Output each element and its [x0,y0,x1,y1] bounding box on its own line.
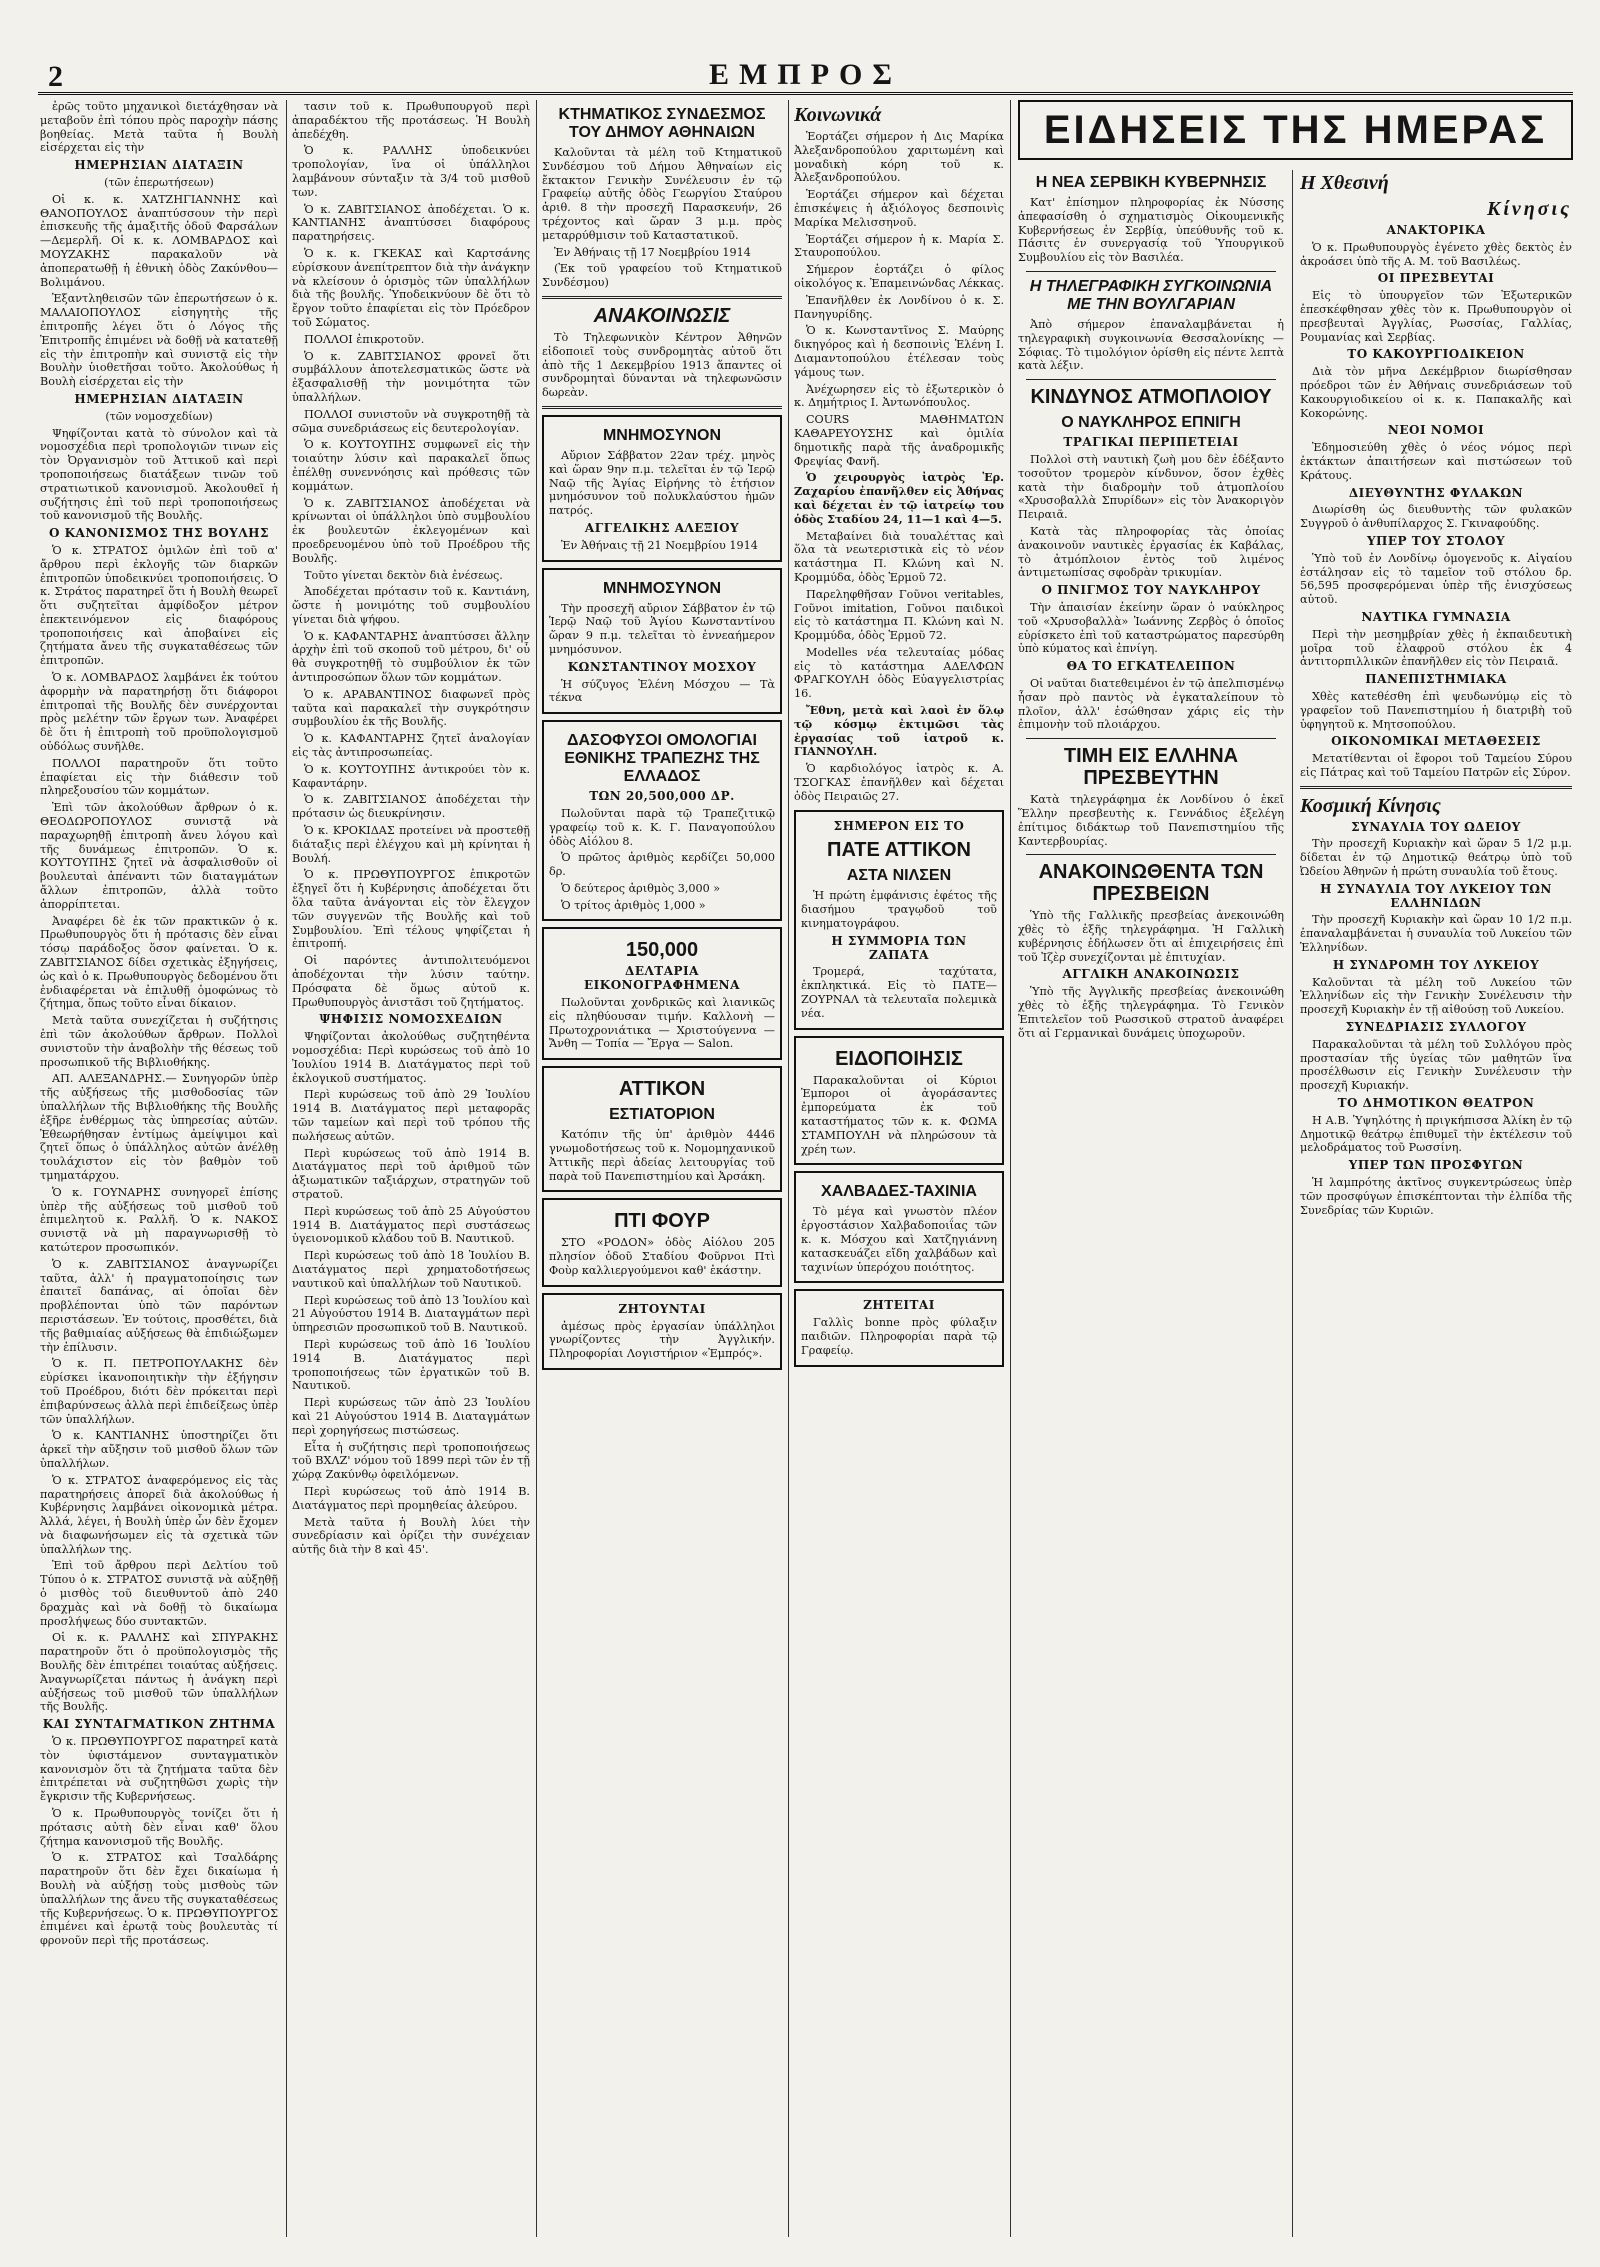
paragraph: Ἐπὶ τοῦ ἄρθρου περὶ Δελτίου τοῦ Τύπου ὁ κ. ΣΤΡΑΤΟΣ συνιστᾷ νὰ αὐξηθῇ ὁ μισθὸς τοῦ διευθυντοῦ ἀπὸ 240 δραχμὰς καὶ νὰ δοθῇ τὸ δικαίωμα προσλήψεως δύο συντακτῶν. [40,1559,278,1628]
bank-bonds-ad [542,720,782,921]
column-rule [286,100,287,2237]
bakery-ad [542,1198,782,1286]
paragraph: Οἱ κ. κ. ΡΑΛΛΗΣ καὶ ΣΠΥΡΑΚΗΣ παρατηροῦν ὅτι ὁ προϋπολογισμὸς τῆς Βουλῆς δὲν ἐπιτρέπει τοιαύτας αὐξήσεις. Ἀναγνωρίζεται πάντως ἡ ἀνάγκη περὶ αὐξήσεως τοῦ μισθοῦ τῶν ὑπαλλήλων τῆς Βουλῆς. [40,1631,278,1714]
paragraph: Ψηφίζονται κατὰ τὸ σύνολον καὶ τὰ νομοσχέδια περὶ τροπολογιῶν τινων εἰς τὸν Ὀργανισμὸν τοῦ Ἀττικοῦ καὶ περὶ τροποποιήσεως διατάξεων τινῶν τοῦ στρατιωτικοῦ κανονισμοῦ. Ἀκολουθεῖ ἡ συζήτησις ἐπὶ τοῦ περὶ τροποποιήσεως τοῦ κανονισμοῦ τῆς Βουλῆς. [40,426,278,523]
paragraph: Τὴν προσεχῆ Κυριακὴν καὶ ὥραν 10 1/2 π.μ. ἐπαναλαμβάνεται ἡ συναυλία τοῦ Λυκείου τῶν Ἑλληνίδων. [1300,913,1572,955]
item-heading: ΝΕΟΙ ΝΟΜΟΙ [1387,423,1485,438]
item-heading: ΣΥΝΑΥΛΙΑ ΤΟΥ ΩΔΕΙΟΥ [1351,819,1521,834]
paragraph: Ὁ κ. ΛΟΜΒΑΡΔΟΣ λαμβάνει ἐκ τούτου ἀφορμὴν νὰ παρατηρήσῃ ὅτι διάφοροι ἐπιτροπαὶ τῆς Βουλῆς δὲν συνέρχονται πρὸς μελέτην τῶν ἔργων των. Ἀναφέρει δὲ ὅτι ἡ ἐπιτροπὴ τοῦ προϋπολογισμοῦ οὐδόλως συνῆλθε. [40,671,278,754]
paragraph: τασιν τοῦ κ. Πρωθυπουργοῦ περὶ ἀπαραδέκτου τῆς προτάσεως. Ἡ Βουλὴ ἀπεδέχθη. [292,100,530,141]
paragraph: Ἡ λαμπρότης ἀκτῖνος συγκεντρώσεως ὑπὲρ τῶν προσφύγων ἐπισκέπτονται τὴν ἐλπίδα τῆς Συνεδρίας τῶν Κυριῶν. [1300,1176,1572,1217]
paragraph: ΣΤΟ «ΡΟΔΟΝ» ὁδὸς Αἰόλου 205 πλησίον ὁδοῦ Σταδίου Φοῦρνοι Πτὶ Φοὺρ καλλιεργούμενοι καθ' ἑκάστην. [549,1236,775,1278]
paragraph: Ὁ κ. ΠΡΩΘΥΠΟΥΡΓΟΣ ἐπικροτῶν ἐξηγεῖ ὅτι ἡ Κυβέρνησις ἀποδέχεται ὅτι ὅλα ταῦτα ἀνάγονται εἰς τὸν ἔλεγχον τῶν συγγενῶν τῆς Βουλῆς καὶ τοῦ Συμβουλίου. Ἐπὶ τέλους ψηφίζεται ἡ ἐπιτροπή. [292,868,530,951]
wanted-ad [794,1289,1004,1366]
paragraph: Τοῦτο γίνεται δεκτὸν διὰ ἐνέσεως. [304,568,503,582]
paragraph: Ὁ κ. ΑΡΑΒΑΝΤΙΝΟΣ διαφωνεῖ πρὸς ταῦτα καὶ παρακαλεῖ τὴν συγκρότησιν συμβουλίου ἐκ τῆς Βουλῆς. [292,687,530,729]
advertisement-title: ΕΙΔΟΠΟΙΗΣΙΣ [835,1047,963,1070]
paragraph: Ἐξαντληθεισῶν τῶν ἐπερωτήσεων ὁ κ. ΜΑΛΑΙΟΠΟΥΛΟΣ εἰσηγητὴς τῆς ἐπιτροπῆς λέγει ὅτι ὁ Λόγος τῆς Ἐπιτροπῆς ἐπιμένει νὰ δοθῇ νὰ κατατεθῇ εἰς τὴν ἐπιτροπὴν καὶ συνιστᾷ εἰς τὴν Βουλὴν ὑιοθετῆσαι τοῦτο. Ἀκολούθως ἡ Βουλὴ εἰσέρχεται εἰς τὴν [40,292,278,389]
halva-ad [794,1171,1004,1283]
page-number: 2 [48,60,63,93]
item-heading: ΣΥΝΕΔΡΙΑΣΙΣ ΣΥΛΛΟΓΟΥ [1345,1020,1527,1035]
paragraph: Τὴν προσεχῆ Κυριακὴν καὶ ὥραν 5 1/2 μ.μ. δίδεται ἐν τῷ Δημοτικῷ θεάτρῳ ὑπὸ τοῦ Ὠδείου Ἀθηνῶν ἡ πρώτη συναυλία τοῦ ἔτους. [1300,837,1572,879]
price-row: Ὁ τρίτος ἀριθμὸς 1,000 » [561,898,706,912]
paragraph: Ὑπὸ τοῦ ἐν Λονδίνῳ ὁμογενοῦς κ. Αἰγαίου ἐστάλησαν εἰς τὸ ταμεῖον τοῦ στόλου δρ. 56,595 προσφερόμεναι ὑπὲρ τῆς ἐνισχύσεως αὐτοῦ. [1300,551,1572,607]
section-heading: Κίνησις [1486,198,1572,220]
news-subheadline: ΘΑ ΤΟ ΕΓΚΑΤΕΛΕΙΠΟΝ [1066,659,1236,674]
paragraph: Περὶ κυρώσεως τοῦ ἀπὸ 1914 Β. Διατάγματος περὶ τοῦ ἀριθμοῦ τῶν ἀξιωματικῶν ταξιάρχων, στρατηγῶν τοῦ στρατοῦ. [292,1146,530,1201]
paragraph: ἐρῶς τοῦτο μηχανικοὶ διετάχθησαν νὰ μεταβοῦν ἐπὶ τόπου πρὸς παροχὴν πάσης βοηθείας. Μετὰ ταῦτα ἡ Βουλὴ εἰσέρχεται εἰς τὴν [40,100,278,155]
item-heading: Η ΣΥΝΑΥΛΙΑ ΤΟΥ ΛΥΚΕΙΟΥ ΤΩΝ ΕΛΛΗΝΙΔΩΝ [1320,881,1552,910]
advertisement-title: ΚΤΗΜΑΤΙΚΟΣ ΣΥΝΔΕΣΜΟΣ ΤΟΥ ΔΗΜΟΥ ΑΘΗΝΑΙΩΝ [558,106,766,141]
section-heading: Κοινωνικά [794,104,882,126]
paragraph: Ὁ κ. ΚΟΥΤΟΥΠΗΣ συμφωνεῖ εἰς τὴν τοιαύτην λύσιν καὶ παρακαλεῖ ὅπως ἐπέλθῃ συνεννόησις καὶ πρόθεσις τῶν κομμάτων. [292,438,530,493]
paragraph: Κατ' ἐπίσημον πληροφορίας ἐκ Νύσσης ἀπεφασίσθη ὁ σχηματισμὸς Οἰκουμενικῆς Κυβερνήσεως ἐν Σερβίᾳ, ὑπεύθυνῆς τοῦ κ. Πάσιτς ἐν συνεργασίᾳ τοῦ Ὑπουργικοῦ Συμβουλίου εἰς τὸν Βασιλέα. [1018,196,1284,265]
paragraph: Περὶ κυρώσεως τοῦ ἀπὸ 16 Ἰουλίου 1914 Β. Διατάγματος περὶ τροποποιήσεως τῶν ἐργατικῶν τοῦ Β. Ναυτικοῦ. [292,1337,530,1393]
divider [1026,854,1276,855]
paragraph: Ἐν Ἀθήναις τῇ 17 Νοεμβρίου 1914 [554,245,751,259]
paragraph: Τὸ Τηλεφωνικὸν Κέντρον Ἀθηνῶν εἰδοποιεῖ τοὺς συνδρομητὰς αὐτοῦ ὅτι ἀπὸ τῆς 1 Δεκεμβρίου 1913 ἅπαντες οἱ συνδρομηταὶ δύνανται νὰ τηλεφωνῶσιν δωρεὰν. [542,330,782,400]
section-heading: ΗΜΕΡΗΣΙΑΝ ΔΙΑΤΑΞΙΝ [74,158,244,173]
news-subheadline: ΑΓΓΛΙΚΗ ΑΝΑΚΟΙΝΩΣΙΣ [1062,967,1240,982]
section-heading: Κοσμική Κίνησις [1300,794,1441,817]
paragraph: Σήμερον ἑορτάζει ὁ φίλος οἰκολόγος κ. Ἐπαμεινώνδας Λέκκας. [794,263,1004,290]
item-heading: ΔΙΕΥΘΥΝΤΗΣ ΦΥΛΑΚΩΝ [1348,485,1524,500]
paragraph: Παρακαλοῦνται τὰ μέλη τοῦ Συλλόγου πρὸς προστασίαν τῆς ὑγείας τῶν μαθητῶν ἵνα προσέλθωσιν εἰς Γενικὴν Συνέλευσιν τὴν προσεχῆ Κυριακήν. [1300,1037,1572,1093]
paragraph: Τὴν προσεχῆ αὔριον Σάββατον ἐν τῷ Ἱερῷ Ναῷ τοῦ Ἁγίου Κωνσταντίνου ὥραν 9 π.μ. τελεῖται τὸ ἐννεαήμερον μνημόσυνον. [549,601,775,656]
paragraph: Ὁ κ. ΖΑΒΙΤΣΙΑΝΟΣ ἀποδέχεται. Ὁ κ. ΚΑΝΤΙΑΝΗΣ ἀναπτύσσει διαφόρους παρατηρήσεις. [292,202,530,244]
paragraph: Περὶ κυρώσεως τοῦ ἀπὸ 18 Ἰουλίου Β. Διατάγματος περὶ χρηματοδοτήσεως ναυτικοῦ καὶ ὑπαλλήλων τοῦ Ναυτικοῦ. [292,1249,530,1290]
paragraph: Ὁ κ. Π. ΠΕΤΡΟΠΟΥΛΑΚΗΣ δὲν εὑρίσκει ἱκανοποιητικὴν τὴν ἐξήγησιν τοῦ Προέδρου, διότι δὲν πρόκειται περὶ ἐπιβαρύνσεως ἀλλὰ περὶ ἐπιδείξεως ὑπὲρ τῶν ὑπαλλήλων. [40,1357,278,1426]
postcards-ad [542,927,782,1060]
item-heading: ΥΠΕΡ ΤΩΝ ΠΡΟΣΦΥΓΩΝ [1348,1158,1524,1173]
film-title: Η ΣΥΜΜΟΡΙΑ ΤΩΝ ΖΑΠΑΤΑ [831,933,967,962]
paragraph: Κατὰ τὰς πληροφορίας τὰς ὁποίας ἀνακοινοῦν ναυτικὲς ἐργασίας ἐκ Καβάλας, τὸ ἀτμόπλοιον ἐντὸς τοῦ λιμένος ἀντιμετωπίσας σφοδρὰν τρικυμίαν. [1018,524,1284,580]
column-parliament [40,100,278,2237]
paragraph: Καλοῦνται τὰ μέλη τοῦ Κτηματικοῦ Συνδέσμου τοῦ Δήμου Ἀθηναίων εἰς ἔκτακτον Γενικὴν Συνέλευσιν ἐν τῷ Γραφείῳ αὐτῆς ὁδὸς Γεωργίου Σταύρου ἀριθ. 8 τὴν προσεχῆ Παρασκευήν, 26 τρέχοντος καὶ ὥραν 3 μ.μ. πρὸς μεταρρύθμισιν τοῦ Καταστατικοῦ. [542,146,782,242]
memorial-name: ΚΩΝΣΤΑΝΤΙΝΟΥ ΜΟΣΧΟΥ [567,659,757,674]
paragraph: Ὁ κ. ΖΑΒΙΤΣΙΑΝΟΣ ἀποδέχεται τὴν πρότασιν ὡς διευκρίνησιν. [292,793,530,821]
advertisement-amount: ΤΩΝ 20,500,000 ΔΡ. [589,789,735,804]
paragraph: Χθὲς κατεθέσθη ἐπὶ ψευδωνύμῳ εἰς τὸ γραφεῖον τοῦ Πανεπιστημίου ἡ διατριβὴ τοῦ ὑφηγητοῦ κ. Μητσοπούλου. [1300,689,1572,731]
column-announcements [542,100,782,2237]
advertisement-subtitle: ΕΣΤΙΑΤΟΡΙΟΝ [609,1106,715,1124]
paragraph: Ὁ χειρουργὸς ἰατρὸς Ἐρ. Ζαχαρίου ἐπανῆλθεν εἰς Ἀθήνας καὶ δέχεται ἐν τῷ ἰατρείῳ του ὁδὸς Σταδίου 24, 11—1 καὶ 4—5. [794,470,1004,526]
divider [1300,786,1572,789]
paragraph: Αὔριον Σάββατον 22αν τρέχ. μηνὸς καὶ ὥραν 9ην π.μ. τελεῖται ἐν τῷ Ἱερῷ Ναῷ τῆς Ἁγίας Εἰρήνης τὸ ἐτήσιον μνημόσυνον τοῦ πολυκλαύστου ἡμῶν πατρός. [549,448,775,518]
paragraph: Ἐπὶ τῶν ἀκολούθων ἄρθρων ὁ κ. ΘΕΟΔΩΡΟΠΟΥΛΟΣ συνιστᾷ νὰ παραχωρηθῇ ἐπιτροπὴ ἄνευ λόγου καὶ τῆς δυνάμεως ἐπιτροπῶν. Ὁ κ. ΚΟΥΤΟΥΠΗΣ ζητεῖ νὰ ἀσφαλισθοῦν οἱ βουλευταὶ ἀπέναντι τῶν διαταγμάτων ἄλλων ἐπιτροπῶν, ἀλλὰ τοῦτο ἀπορρίπτεται. [40,801,278,911]
paragraph: Ἀναφέρει δὲ ἐκ τῶν πρακτικῶν ὁ κ. Πρωθυπουργὸς ὅτι ἡ πρότασις δὲν εἶναι τόσῳ παράδοξος ὅσον φαίνεται. Ὁ κ. ΖΑΒΙΤΣΙΑΝΟΣ δίδει σχετικὰς ἐξηγήσεις, ὡς καὶ ὁ κ. Πρωθυπουργὸς δεδομένου ὅτι ἐνδιαφέρεται νὰ ἐπιλυθῇ ὁμοφώνως τὸ ζήτημα, ὅπως τοῦτο εἶναι δίκαιον. [40,914,278,1011]
news-subheadline: ΤΡΑΓΙΚΑΙ ΠΕΡΙΠΕΤΕΙΑΙ [1063,435,1239,450]
paragraph: ΠΟΛΛΟΙ παρατηροῦν ὅτι τοῦτο ἐπαφίεται εἰς τὴν διάθεσιν τοῦ πληρεξουσίου τῶν κομμάτων. [40,756,278,798]
paragraph: Ἑορτάζει σήμερον καὶ δέχεται ἐπισκέψεις ἡ ἀξιόλογος δεσποινὶς Μαρίκα Μελισσηνοῦ. [794,188,1004,229]
paragraph: ΠΟΛΛΟΙ ἐπικροτοῦν. [304,332,425,346]
memorial-title: ΜΝΗΜΟΣΥΝΟΝ [602,426,722,444]
masthead [38,58,1573,95]
section-heading: ΚΑΙ ΣΥΝΤΑΓΜΑΤΙΚΟΝ ΖΗΤΗΜΑ [42,1717,276,1732]
memorial-title: ΜΝΗΜΟΣΥΝΟΝ [602,579,722,597]
paragraph: Ὁ κ. ΚΑΦΑΝΤΑΡΗΣ ζητεῖ ἀναλογίαν εἰς τὰς ἀντιπροσωπείας. [292,732,530,760]
paragraph: Ἀνέχωρησεν εἰς τὸ ἐξωτερικὸν ὁ κ. Δημήτριος Ι. Ἀντωνόπουλος. [794,382,1004,410]
memorial-name: ΑΓΓΕΛΙΚΗΣ ΑΛΕΞΙΟΥ [584,520,740,535]
paragraph: Πολλοὶ στὴ ναυτικὴ ζωὴ μου δὲν ἐδέξαντο τοσοῦτον τρομερὸν κίνδυνον, ὅσον ἐχθὲς κατὰ τὴν διαδρομὴν τοῦ ἀτμοπλοίου «Χρυσοβαλλὰ Σπυρίδων» εἰς τὸν Ἀνακοριγὸν Πειραιᾶ. [1018,452,1284,522]
paragraph: Ἡ πρώτη ἐμφάνισις ἐφέτος τῆς διασήμου τραγῳδοῦ τοῦ κινηματογράφου. [801,889,997,931]
paragraph: Ἐδημοσιεύθη χθὲς ὁ νέος νόμος περὶ ἐκτάκτων ἀπαιτήσεων καὶ πιστώσεων τοῦ Κράτους. [1300,441,1572,482]
advertisement-title: ΧΑΛΒΑΔΕΣ-ΤΑΧΙΝΙΑ [821,1183,977,1201]
paragraph: Περὶ κυρώσεως τοῦ ἀπὸ 29 Ἰουλίου 1914 Β. Διατάγματος περὶ μεταφορᾶς τῶν ταμείων καὶ περὶ τοῦ τρόπου τῆς πωλήσεως αὐτῶν. [292,1088,530,1143]
paragraph: Περὶ κυρώσεως τοῦ ἀπὸ 25 Αὐγούστου 1914 Β. Διατάγματος περὶ συστάσεως ὑγειονομικοῦ κλάδου τοῦ Β. Ναυτικοῦ. [292,1204,530,1246]
paragraph: Περὶ τὴν μεσημβρίαν χθὲς ἡ ἐκπαιδευτικὴ μοῖρα τοῦ ἐλαφροῦ στόλου ἐκ 4 ἀντιτορπιλλικῶν ἐπανῆλθεν εἰς τὸν Πειραιᾶ. [1300,627,1572,669]
column-parliament-continued [292,100,530,2237]
paragraph: Διὰ τὸν μῆνα Δεκέμβριον διωρίσθησαν πρόεδροι τῶν ἐν Ἀθήναις συνεδριάσεων τοῦ Κακουργιοδικείου οἱ κ. κ. Παπακαλῆς καὶ Κοκορώνης. [1300,365,1572,420]
divider [1026,271,1276,272]
cinema-title: ΠΑΤΕ ΑΤΤΙΚΟΝ [827,839,971,862]
paragraph: Τὸ μέγα καὶ γνωστὸν πλέον ἐργοστάσιον Χαλβαδοποιΐας τῶν κ. κ. Μόσχου καὶ Χατζηγιάννη κατασκευάζει εἴδη χαλβάδων καὶ ταχινίων ὑπερόχου ποιότητος. [801,1205,997,1274]
paragraph: Τὴν ἀπαισίαν ἐκείνην ὥραν ὁ ναύκληρος τοῦ «Χρυσοβαλλὰ» Ἰωάννης Ζερβὸς ὁ ὁποῖος εὑρίσκετο ἐπὶ τοῦ καταστρώματος παρεσύρθη ὑπὸ κύματος καὶ ἐπνίγη. [1018,600,1284,656]
paragraph: Κατὰ τηλεγράφημα ἐκ Λονδίνου ὁ ἐκεῖ Ἕλλην πρεσβευτὴς κ. Γεννάδιος ἐξελέγη ἐπίτιμος διδάκτωρ τοῦ Πανεπιστημίου τῆς Καντερβουρίας. [1018,793,1284,848]
paragraph: Περὶ κυρώσεως τοῦ ἀπὸ 13 Ἰουλίου καὶ 21 Αὐγούστου 1914 Β. Διαταγμάτων περὶ ὑπηρεσιῶν προσωπικοῦ τοῦ Β. Ναυτικοῦ. [292,1293,530,1335]
paragraph: Ὁ κ. ΚΑΝΤΙΑΝΗΣ ὑποστηρίζει ὅτι ἀρκεῖ τὴν αὔξησιν τοῦ μισθοῦ ὅλων τῶν ὑπαλλήλων. [40,1429,278,1470]
paragraph: Η Α.Β. Ὑψηλότης ἡ πριγκήπισσα Ἀλίκη ἐν τῷ Δημοτικῷ θεάτρῳ ἐπιθυμεῖ τὴν ἐκτέλεσιν τοῦ μελοδράματος τοῦ Ρωσσίνη. [1300,1113,1572,1155]
paragraph: Ὁ κ. ΣΤΡΑΤΟΣ ἀναφερόμενος εἰς τὰς παρατηρήσεις ἀπορεῖ διὰ ἀκολούθως ἡ Κυβέρνησις λαμβάνει οἰκονομικὰ μέτρα. Ἀλλά, λέγει, ἡ Βουλὴ ὑπὲρ ὧν δὲν ἔχομεν νὰ διαφωνήσωμεν εἰς τὰ σχετικὰ τῶν ὑπαλλήλων της. [40,1473,278,1556]
paragraph: COURS ΜΑΘΗΜΑΤΩΝ ΚΑΘΑΡΕΥΟΥΣΗΣ καὶ ὁμιλία δημοτικῆς παρὰ τῆς ἀναδρομικῆς Φρεψίας Φανῆ. [794,413,1004,468]
paragraph: Ἐπανῆλθεν ἐκ Λονδίνου ὁ κ. Σ. Πανηγυρίδης. [794,293,1004,321]
news-headline: ΤΙΜΗ ΕΙΣ ΕΛΛΗΝΑ ΠΡΕΣΒΕΥΤΗΝ [1063,745,1239,790]
news-headline: Η ΤΗΛΕΓΡΑΦΙΚΗ ΣΥΓΚΟΙΝΩΝΙΑ ΜΕ ΤΗΝ ΒΟΥΛΓΑΡΙΑΝ [1029,277,1273,313]
advertisement-title: ΑΤΤΙΚΟΝ [618,1078,706,1101]
advertisement-title: ΖΗΤΟΥΝΤΑΙ [618,1301,706,1316]
paragraph: Ψηφίζονται ἀκολούθως συζητηθέντα νομοσχέδια: Περὶ κυρώσεως τοῦ ἀπὸ 10 Ἰουλίου 1914 Β. Διατάγματος περὶ τοῦ ἐκλογικοῦ συστήματος. [292,1030,530,1085]
cinema-ad [794,810,1004,1030]
advertisement-title: ΠΤΙ ΦΟΥΡ [614,1210,710,1233]
column-news [1018,168,1284,2237]
paragraph: Παρεληφθῆσαν Γοῦνοι veritables, Γοῦνοι imitation, Γοῦνοι παιδικοὶ εἰς τὸ κατάστημα Π. Κλώνη καὶ Ν. Κρομμύδα, ὁδὸς Ἑρμοῦ 72. [794,587,1004,643]
section-heading: ΨΗΦΙΣΙΣ ΝΟΜΟΣΧΕΔΙΩΝ [319,1012,503,1027]
advertisement-title: ΖΗΤΕΙΤΑΙ [863,1298,935,1313]
ad-heading: ΣΗΜΕΡΟΝ ΕΙΣ ΤΟ [833,818,965,833]
paragraph: Ὁ κ. Κωνσταντῖνος Σ. Μαύρης δικηγόρος καὶ ἡ δεσποινὶς Ἑλένη Ι. Διαμαντοπούλου ἐτέλεσαν τοὺς γάμους των. [794,324,1004,379]
paragraph: Ὁ κ. Πρωθυπουργὸς ἐγένετο χθὲς δεκτὸς ἐν ἀκροάσει ὑπὸ τῆς Α. Μ. τοῦ Βασιλέως. [1300,240,1572,268]
divider [1026,379,1276,380]
item-heading: ΟΙ ΠΡΕΣΒΕΥΤΑΙ [1377,271,1495,286]
paragraph: Ἑορτάζει σήμερον ἡ κ. Μαρία Σ. Σταυροπούλου. [794,232,1004,260]
item-heading: ΤΟ ΚΑΚΟΥΡΓΙΟΔΙΚΕΙΟΝ [1347,347,1525,362]
paragraph: Ὁ κ. ΖΑΒΙΤΣΙΑΝΟΣ φρονεῖ ὅτι συμβάλλουν ἀποτελεσματικῶς ὥστε νὰ ἐξασφαλισθῇ τὴν μονιμότητα τῶν ὑπαλλήλων. [292,349,530,404]
paragraph: Ὁ κ. ΠΡΩΘΥΠΟΥΡΓΟΣ παρατηρεῖ κατὰ τὸν ὑφιστάμενον συνταγματικὸν κανονισμὸν ὅτι τὰ ζητήματα ταῦτα δὲν ἐπιτρέπεται νὰ συζητηθῶσι χωρὶς τὴν ἔγκρισιν τῆς Κυβερνήσεως. [40,1735,278,1804]
news-headline: Ο ΝΑΥΚΛΗΡΟΣ ΕΠΝΙΓΗ [1061,414,1241,432]
section-subheading: (τῶν νομοσχεδίων) [105,409,213,423]
paragraph: Ὁ κ. κ. ΓΚΕΚΑΣ καὶ Καρτσάνης εὑρίσκουν ἀνεπίτρεπτον διὰ τὴν ἀνάγκην νὰ κλείσουν ὁ ὁρισμὸς τῶν ὑπαλλήλων διὰ τῆς βουλῆς. Ὑποδεικνύουν δὲ ὅτι τὸ ἔργον τοῦτο ἐπαφίεται εἰς τὸν Πρόεδρον τοῦ Σώματος. [292,246,530,329]
paragraph: Ὑπὸ τῆς Γαλλικῆς πρεσβείας ἀνεκοινώθη χθὲς τὸ ἑξῆς τηλεγράφημα. Ἡ Γαλλικὴ κυβέρνησις ἐδήλωσεν ὅτι αἱ ἐπιχειρήσεις ἐπὶ τοῦ Ἰζὲρ συνεχίζονται μὲ ἐπιτυχίαν. [1018,909,1284,964]
paragraph: Καλοῦνται τὰ μέλη τοῦ Λυκείου τῶν Ἑλληνίδων εἰς τὴν Γενικὴν Συνέλευσιν τὴν προσεχῆ Κυριακὴν ἐν τῇ αἰθούσῃ τοῦ Λυκείου. [1300,975,1572,1017]
divider [542,406,782,409]
column-social [794,100,1004,2237]
wanted-ad [542,1293,782,1370]
advertisement-title: ΔΑΣΟΦΥΣΟΙ ΟΜΟΛΟΓΙΑΙ ΕΘΝΙΚΗΣ ΤΡΑΠΕΖΗΣ ΤΗΣ ΕΛΛΑΔΟΣ [564,732,760,786]
paragraph: Ἀποδέχεται πρότασιν τοῦ κ. Καντιάνη, ὥστε ἡ μονιμότης τοῦ συμβουλίου γίνεται διὰ ψήφου. [292,585,530,626]
paragraph: Περὶ κυρώσεως τοῦ ἀπὸ 1914 Β. Διατάγματος περὶ προμηθείας ἀλεύρου. [292,1484,530,1512]
paragraph: Ὁ κ. ΣΤΡΑΤΟΣ ὁμιλῶν ἐπὶ τοῦ α' ἄρθρου περὶ ἐκλογῆς τῶν διαρκῶν ἐπιτροπῶν ὑποδεικνύει τροποποιήσεις. Ὁ κ. Στράτος παρατηρεῖ ὅτι ἡ Βουλὴ θεωρεῖ ὅτι συζητεῖται ἀμφίδοξον μέτρον ἐπεκτεινόμενον εἰς διαφόρους τροποποιήσεις καὶ ἀποβαίνει εἰς ζητήματα ἄνευ τῆς συγκαταθέσεως τῶν ἐπιτροπῶν. [40,543,278,668]
advertisement-title: 150,000 [625,939,699,962]
paragraph: ΑΠ. ΑΛΕΞΑΝΔΡΗΣ.— Συνηγορῶν ὑπὲρ τῆς αὐξήσεως τῆς μισθοδοσίας τῶν ὑπαλλήλων τῆς Βιβλιοθήκης τῆς Βουλῆς ἐξῆρε ἐνθέρμως τὰς ὑπηρεσίας αὐτῶν. Ἐθεωρήθησαν ἐντίμως ἀμείψιμοι καὶ ζητεῖ ὅπως ὁ ὑπάλληλος αὐτῶν ἀνέλθῃ τουλάχιστον εἰς τὸν βαθμὸν τοῦ τμηματάρχου. [40,1072,278,1182]
paragraph: Ἑορτάζει σήμερον ἡ Δις Μαρίκα Ἀλεξανδροπούλου χαριτωμένη καὶ μοναδικὴ κόρη τοῦ κ. Ἀλεξανδροπούλου. [794,130,1004,185]
paragraph: Εἰς τὸ ὑπουργεῖον τῶν Ἐξωτερικῶν ἐπεσκέφθησαν χθὲς τὸν κ. Πρωθυπουργὸν οἱ πρεσβευταὶ Ἀγγλίας, Ρωσσίας, Γαλλίας, Ρουμανίας καὶ Σερβίας. [1300,289,1572,344]
news-headline: ΑΝΑΚΟΙΝΩΘΕΝΤΑ ΤΩΝ ΠΡΕΣΒΕΙΩΝ [1038,861,1264,906]
item-heading: ΝΑΥΤΙΚΑ ΓΥΜΝΑΣΙΑ [1361,609,1511,624]
paragraph: Μετατίθενται οἱ ἔφοροι τοῦ Ταμείου Σύρου εἰς Πάτρας καὶ τοῦ Ταμείου Πατρῶν εἰς Σύρον. [1300,752,1572,779]
paragraph: Παρακαλοῦνται οἱ Κύριοι Ἐμποροι οἱ ἀγοράσαντες ἐμπορεύματα ἐκ τοῦ καταστήματος τῶν κ. κ. ΦΩΜΑ ΣΤΑΜΠΟΥΛΗ νὰ πληρώσουν τὰ χρέη των. [801,1073,997,1156]
paragraph: Ὁ κ. ΚΡΟΚΙΔΑΣ προτείνει νὰ προστεθῇ διάταξις περὶ ἐλέγχου καὶ μὴ κρίνηται ἡ Βουλή. [292,824,530,865]
paragraph: Ὁ κ. ΖΑΒΙΤΣΙΑΝΟΣ ἀποδέχεται νὰ κρίνωνται οἱ ὑπάλληλοι ὑπὸ συμβουλίου ἐκ βουλευτῶν ἐκλεγομένων καὶ προεδρευομένου ὑπὸ τοῦ Προέδρου τῆς Βουλῆς. [292,496,530,565]
price-row: Ὁ δεύτερος ἀριθμὸς 3,000 » [561,881,721,895]
actress-name: ΑΣΤΑ ΝΙΛΣΕΝ [846,867,952,885]
announcement-title: ΑΝΑΚΟΙΝΩΣΙΣ [593,304,731,327]
paragraph: Οἱ κ. κ. ΧΑΤΖΗΓΙΑΝΝΗΣ καὶ ΘΑΝΟΠΟΥΛΟΣ ἀναπτύσσουν τὴν περὶ ἐπισκευῆς τῆς ἁμαξιτῆς ὁδοῦ Φαρσάλων—Δεμερλῆ. Οἱ κ. κ. ΛΟΜΒΑΡΔΟΣ καὶ ΜΟΥΖΑΚΗΣ παρακαλοῦν νὰ ἀποπερατωθῇ ἡ ἐθνικὴ ὁδὸς Ζακύνθου—Βολιμάνου. [40,192,278,289]
paragraph: Ἐν Ἀθήναις τῇ 21 Νοεμβρίου 1914 [561,538,758,552]
restaurant-ad [542,1066,782,1192]
paragraph: ΠΟΛΛΟΙ συνιστοῦν νὰ συγκροτηθῇ τὰ σῶμα συνεδριάσεως εἰς δευτερολογίαν. [292,407,530,435]
paragraph: Modelles νέα τελευταίας μόδας εἰς τὸ κατάστημα ΑΔΕΛΦΩΝ ΦΡΑΓΚΟΥΛΗ ὁδὸς Εὐαγγελιστρίας 16. [794,645,1004,701]
item-heading: ΑΝΑΚΤΟΡΙΚΑ [1386,223,1486,237]
advertisement-subtitle: ΔΕΛΤΑΡΙΑ ΕΙΚΟΝΟΓΡΑΦΗΜΕΝΑ [584,964,740,993]
price-row: Ὁ πρῶτος ἀριθμὸς κερδίζει 50,000 δρ. [549,851,775,879]
paragraph: Περὶ κυρώσεως τῶν ἀπὸ 23 Ἰουλίου καὶ 21 Αὐγούστου 1914 Β. Διαταγμάτων περὶ χορηγήσεως πιστώσεως. [292,1396,530,1437]
paragraph: (Ἐκ τοῦ γραφείου τοῦ Κτηματικοῦ Συνδέσμου) [542,262,782,290]
item-heading: ΥΠΕΡ ΤΟΥ ΣΤΟΛΟΥ [1366,533,1506,548]
column-rule [1292,170,1293,2237]
paragraph: Ὁ κ. ΣΤΡΑΤΟΣ καὶ Τσαλδάρης παρατηροῦν ὅτι δὲν ἔχει δικαίωμα ἡ Βουλὴ νὰ αὐξήσῃ τοὺς μισθοὺς τῶν ὑπαλλήλων της ἄνευ τῆς συγκαταθέσεως τῆς Κυβερνήσεως. Ὁ κ. ΠΡΩΘΥΠΟΥΡΓΟΣ ἐπιμένει καὶ ἐρωτᾷ τοὺς βουλευτὰς τί φρονοῦν περὶ τῆς προτάσεως. [40,1851,278,1948]
paragraph: Ὑπὸ τῆς Ἀγγλικῆς πρεσβείας ἀνεκοινώθη χθὲς τὸ ἑξῆς τηλεγράφημα. Τὸ Γενικὸν Ἐπιτελεῖον τοῦ Ρωσσικοῦ στρατοῦ ἀναφέρει ὅτι αἱ Γερμανικαὶ δυνάμεις ὑποχωροῦν. [1018,985,1284,1040]
memorial-notice [542,568,782,715]
news-headline: Η ΝΕΑ ΣΕΡΒΙΚΗ ΚΥΒΕΡΝΗΣΙΣ [1035,174,1267,191]
paragraph: Τρομερά, ταχύτατα, ἐκπληκτικά. Εἰς τὸ ΠΑΤΕ—ΖΟΥΡΝΑΛ τὰ τελευταῖα πολεμικὰ νέα. [801,965,997,1020]
section-subheading: (τῶν ἐπερωτήσεων) [104,175,214,189]
paragraph: Γαλλὶς bonne πρὸς φύλαξιν παιδιῶν. Πληροφορίαι παρὰ τῷ Γραφείῳ. [801,1316,997,1357]
paragraph: Ὁ κ. Πρωθυπουργὸς τονίζει ὅτι ἡ πρότασις αὐτὴ δὲν εἶναι καθ' ὅλου ζήτημα κανονισμοῦ τῆς Βουλῆς. [40,1807,278,1848]
divider [542,296,782,299]
paragraph: Ἡ σύζυγος Ἑλένη Μόσχου — Τὰ τέκνα [549,677,775,705]
paragraph: Πωλοῦνται χονδρικῶς καὶ λιανικῶς εἰς πληθύουσαν τιμήν. Καλλονὴ — Πρωτοχρονιάτικα — Χριστούγεννα — Ἄνθη — Τοπία — Ἔργα — Salon. [549,996,775,1051]
item-heading: ΠΑΝΕΠΙΣΤΗΜΙΑΚΑ [1365,672,1507,687]
section-heading: Η Χθεσινή [1300,172,1389,194]
paragraph: Ὁ κ. ΚΟΥΤΟΥΠΗΣ ἀντικρούει τὸν κ. Καφαντάρην. [292,762,530,790]
item-heading: Η ΣΥΝΔΡΟΜΗ ΤΟΥ ΛΥΚΕΙΟΥ [1332,957,1540,972]
paragraph: Κατόπιν τῆς ὑπ' ἀριθμὸν 4446 γνωμοδοτήσεως τοῦ κ. Νομομηχανικοῦ Ἀττικῆς περὶ ἀδείας λειτουργίας τοῦ παρὰ τοῦ Πανεπιστημίου καὶ Ἀρσάκη. [549,1128,775,1183]
paragraph: ἀμέσως πρὸς ἐργασίαν ὑπάλληλοι γνωρίζοντες τὴν Ἀγγλικήν. Πληροφορίαι Λογιστήριον «Ἐμπρός». [549,1319,775,1361]
column-rule [788,100,789,2237]
column-yesterday-activity [1300,168,1572,2237]
paragraph: Οἱ παρόντες ἀντιπολιτευόμενοι ἀποδέχονται τὴν λύσιν ταύτην. Πρόσφατα δὲ ὅμως αὐτοῦ κ. Πρωθυπουργὸς ἀνιστᾶσι τοῦ ζητήματος. [292,954,530,1009]
memorial-notice [542,415,782,562]
section-heading: ΗΜΕΡΗΣΙΑΝ ΔΙΑΤΑΞΙΝ [74,391,244,406]
paragraph: Οἱ ναῦται διατεθειμένοι ἐν τῷ ἀπελπισμένῳ ἦσαν πρὸ παντὸς νὰ ἐγκαταλείπουν τὸ πλοῖον, ἀλλ' ἐσώθησαν χάρις εἰς τὴν ἐπιμονὴν τοῦ πλοιάρχου. [1018,676,1284,732]
item-heading: ΟΙΚΟΝΟΜΙΚΑΙ ΜΕΤΑΘΕΣΕΙΣ [1331,734,1541,749]
paragraph: Πωλοῦνται παρὰ τῷ Τραπεζιτικῷ γραφείῳ τοῦ κ. Κ. Γ. Παναγοπούλου ὁδὸς Αἰόλου 8. [549,806,775,848]
notice-ad [794,1036,1004,1166]
news-subheadline: Ο ΠΝΙΓΜΟΣ ΤΟΥ ΝΑΥΚΛΗΡΟΥ [1041,583,1261,598]
paragraph: Ἀπὸ σήμερον ἐπαναλαμβάνεται ἡ τηλεγραφικὴ συγκοινωνία Θεσσαλονίκης — Σόφιας. Τὸ τιμολόγιον ὁρίσθη εἰς πέντε λεπτὰ κατὰ λέξιν. [1018,317,1284,373]
item-heading: ΤΟ ΔΗΜΟΤΙΚΟΝ ΘΕΑΤΡΟΝ [1337,1096,1535,1111]
paragraph: Ὁ κ. ΡΑΛΛΗΣ ὑποδεικνύει τροπολογίαν, ἵνα οἱ ὑπάλληλοι λαμβάνουν σύνταξιν τὰ 3/4 τοῦ μισθοῦ των. [292,144,530,199]
paragraph: Ἔθνη, μετὰ καὶ λαοὶ ἐν ὅλῳ τῷ κόσμῳ ἐκτιμῶσι τὰς ἐργασίας τοῦ ἰατροῦ κ. ΓΙΑΝΝΟΥΛΗ. [794,703,1004,759]
paragraph: Μετὰ ταῦτα συνεχίζεται ἡ συζήτησις ἐπὶ τῶν ἀκολούθων ἄρθρων. Πολλοὶ συνιστοῦν τὴν ἀναβολὴν τῆς θέσεως τοῦ προσωπικοῦ τῆς Βιβλιοθήκης. [40,1014,278,1069]
divider [1026,738,1276,739]
paragraph: Ὁ κ. ΚΑΦΑΝΤΑΡΗΣ ἀναπτύσσει ἄλλην ἀρχὴν ἐπὶ τοῦ σκοποῦ τοῦ μέτρου, δι' οὗ θὰ συγκροτηθῇ τὸ συμβούλιον ἐκ τῶν ἀντιπροσώπων ὅλων τῶν κομμάτων. [292,629,530,685]
column-rule [1010,100,1011,2237]
paragraph: Μεταβαίνει διὰ τουαλέττας καὶ ὅλα τὰ νεωτεριστικὰ εἰς τὸ νέον κατάστημα Π. Κλώνη καὶ Ν. Κρομμύδα, ὁδὸς Ἑρμοῦ 72. [794,529,1004,584]
paragraph: Εἶτα ἡ συζήτησις περὶ τροποποιήσεως τοῦ ΒΧΛΖ' νόμου τοῦ 1899 περὶ τῶν ἐν τῇ χώρᾳ Ζακύνθῳ ὀφειλόμενων. [292,1440,530,1482]
newspaper-title: ΕΜΠΡΟΣ [709,58,902,91]
paragraph: Διωρίσθη ὡς διευθυντὴς τῶν φυλακῶν Συγγροῦ ὁ ἀνθυπίλαρχος Σ. Γκιναφούδης. [1300,503,1572,531]
section-heading: Ο ΚΑΝΟΝΙΣΜΟΣ ΤΗΣ ΒΟΥΛΗΣ [49,526,269,541]
paragraph: Ὁ κ. ΓΟΥΝΑΡΗΣ συνηγορεῖ ἐπίσης ὑπὲρ τῆς αὐξήσεως τοῦ μισθοῦ τοῦ ἐπιμελητοῦ κ. Ραλλῆ. Ὁ κ. ΝΑΚΟΣ συνιστᾷ νὰ μὴ παραγνωρισθῇ τὸ κατώτερον προσωπικόν. [40,1185,278,1254]
news-headline: ΚΙΝΔΥΝΟΣ ΑΤΜΟΠΛΟΙΟΥ [1030,386,1272,409]
paragraph: Ὁ κ. ΖΑΒΙΤΣΙΑΝΟΣ ἀναγνωρίζει ταῦτα, ἀλλ' ἡ πραγματοποίησις των ἐπαιτεῖ δαπάνας, αἱ ὁποῖαι δὲν προβλέπονται ὑπὸ τῶν παρόντων περιστάσεων. Ἐν τούτοις, προσθέτει, διὰ τῆς βαθμιαίας αὐξήσεως θὰ ἐπιδιώξωμεν τὴν ἐπίλυσιν. [40,1257,278,1354]
paragraph: Μετὰ ταῦτα ἡ Βουλὴ λύει τὴν συνεδρίασιν καὶ ὁρίζει τὴν συνέχειαν αὐτῆς διὰ τὴν 8 καὶ 45'. [292,1515,530,1557]
column-rule [536,100,537,2237]
paragraph: Ὁ καρδιολόγος ἰατρὸς κ. Α. ΤΣΟΓΚΑΣ ἐπανῆλθεν καὶ δέχεται ὁδὸς Πειραιῶς 27. [794,762,1004,803]
news-of-the-day-banner: ΕΙΔΗΣΕΙΣ ΤΗΣ ΗΜΕΡΑΣ [1018,100,1573,160]
